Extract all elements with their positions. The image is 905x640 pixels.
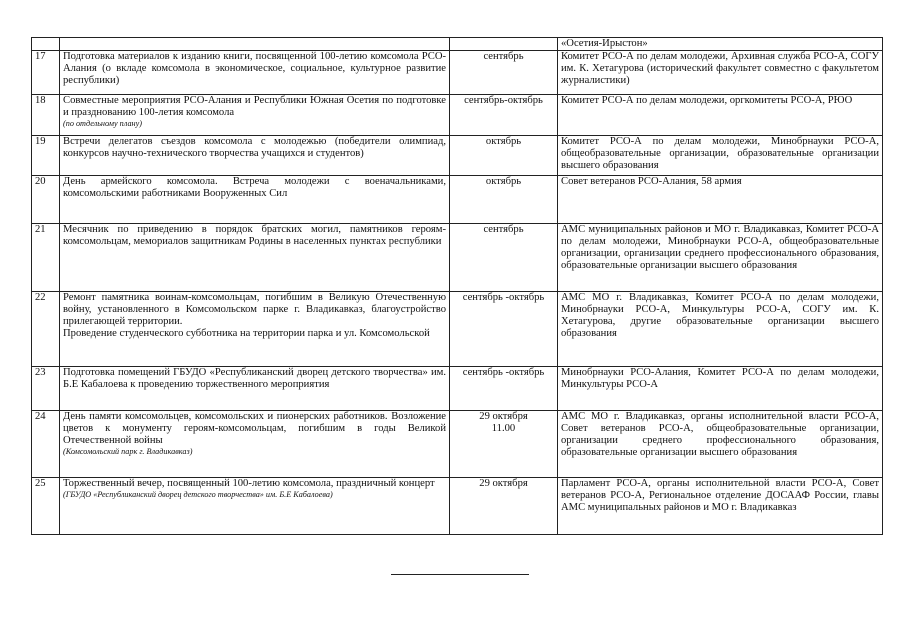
row-number: 18 bbox=[32, 95, 60, 136]
event-cell bbox=[60, 292, 450, 367]
event-cell: День армейского комсомола. Встреча молодежи с военачальниками, комсомольскими работниками Вооруженных Сил bbox=[60, 176, 450, 224]
event-text: Ремонт памятника воинам-комсомольцам, погибшим в Великую Отечественную войну, установленного в Комсомольском парке г. Владикавказ, благоустройство прилегающей территории. bbox=[63, 292, 446, 327]
row-number: 22 bbox=[32, 292, 60, 367]
table-row bbox=[32, 51, 883, 95]
responsible-cell: Минобрнауки РСО-Алания, Комитет РСО-А по делам молодежи, Минкультуры РСО-А bbox=[558, 367, 883, 411]
event-text: День памяти комсомольцев, комсомольских и пионерских работников. Возложение цветов к монументу героям-комсомольцам, погибшим в годы Великой Отечественной войны bbox=[63, 411, 446, 446]
table-row bbox=[32, 292, 883, 367]
date-cell: сентябрь -октябрь bbox=[450, 292, 558, 367]
event-note: (по отдельному плану) bbox=[63, 118, 142, 128]
event-text-extra: Проведение студенческого субботника на территории парка и ул. Комсомольской bbox=[63, 327, 430, 339]
table-row bbox=[32, 95, 883, 136]
row-number: 17 bbox=[32, 51, 60, 95]
responsible-cell: Комитет РСО-А по делам молодежи, Минобрнауки РСО-А, общеобразовательные организации, образовательные организации высшего образования bbox=[558, 136, 883, 176]
event-cell bbox=[60, 478, 450, 535]
responsible-cell: Комитет РСО-А по делам молодежи, Архивная служба РСО-А, СОГУ им. К. Хетагурова (исторический факультет совместно с факультетом журналистики) bbox=[558, 51, 883, 95]
event-cell bbox=[60, 95, 450, 136]
responsible-cell: АМС МО г. Владикавказ, Комитет РСО-А по делам молодежи, Минобрнауки РСО-А, Минкультуры РСО-А, СОГУ им. К. Хетагурова, другие образовательные организации высшего образования bbox=[558, 292, 883, 367]
table-row bbox=[32, 411, 883, 478]
event-cell: Подготовка помещений ГБУДО «Республиканский дворец детского творчества» им. Б.Е Кабалоева к проведению торжественного мероприятия bbox=[60, 367, 450, 411]
row-number: 21 bbox=[32, 224, 60, 292]
event-cell bbox=[60, 38, 450, 51]
row-number: 24 bbox=[32, 411, 60, 478]
responsible-cell: Совет ветеранов РСО-Алания, 58 армия bbox=[558, 176, 883, 224]
date-cell: сентябрь-октябрь bbox=[450, 95, 558, 136]
event-cell: Месячник по приведению в порядок братских могил, памятников героям-комсомольцам, мемориалов защитникам Родины в населенных пунктах республики bbox=[60, 224, 450, 292]
row-number bbox=[32, 38, 60, 51]
date-cell bbox=[450, 38, 558, 51]
event-plan-table bbox=[31, 37, 883, 535]
row-number: 23 bbox=[32, 367, 60, 411]
row-number: 20 bbox=[32, 176, 60, 224]
responsible-cell: «Осетия-Ирыстон» bbox=[558, 38, 883, 51]
date-cell: сентябрь -октябрь bbox=[450, 367, 558, 411]
event-time: 11.00 bbox=[491, 422, 516, 434]
event-date: 29 октября bbox=[479, 411, 528, 422]
date-cell: октябрь bbox=[450, 176, 558, 224]
responsible-cell: Парламент РСО-А, органы исполнительной власти РСО-А, Совет ветеранов РСО-А, Региональное отделение ДОСААФ России, главы АМС муниципальных районов и МО г. Владикавказ bbox=[558, 478, 883, 535]
event-cell bbox=[60, 51, 450, 95]
table-row bbox=[32, 136, 883, 176]
date-cell: октябрь bbox=[450, 136, 558, 176]
row-number: 25 bbox=[32, 478, 60, 535]
responsible-cell: АМС муниципальных районов и МО г. Владикавказ, Комитет РСО-А по делам молодежи, Минобрнауки РСО-А, общеобразовательные организации, организации среднего профессионального образования, образовательные организации высшего образования bbox=[558, 224, 883, 292]
table-row bbox=[32, 176, 883, 224]
date-cell: сентябрь bbox=[450, 224, 558, 292]
date-cell: сентябрь bbox=[450, 51, 558, 95]
responsible-cell: Комитет РСО-А по делам молодежи, оргкомитеты РСО-А, РЮО bbox=[558, 95, 883, 136]
responsible-cell: АМС МО г. Владикавказ, органы исполнительной власти РСО-А, Совет ветеранов РСО-А, общеобразовательные организации, организации среднего профессионального образования, образовательные организации высшего образования bbox=[558, 411, 883, 478]
date-cell bbox=[450, 411, 558, 478]
event-text: Подготовка материалов к изданию книги, посвященной 100-летию комсомола РСО-Алания (о вкладе комсомола в экономическое, социальное, культурное развитие республики) bbox=[63, 51, 446, 86]
event-note: (Комсомольский парк г. Владикавказ) bbox=[63, 446, 193, 456]
row-number: 19 bbox=[32, 136, 60, 176]
table-row bbox=[32, 367, 883, 411]
table-row-continuation bbox=[32, 38, 883, 51]
event-text: Совместные мероприятия РСО-Алания и Республики Южная Осетия по подготовке и празднованию 100-летия комсомола bbox=[63, 95, 446, 118]
date-cell: 29 октября bbox=[450, 478, 558, 535]
event-note: (ГБУДО «Республиканский дворец детского творчества» им. Б.Е Кабалоева) bbox=[63, 489, 333, 499]
event-text: Торжественный вечер, посвященный 100-летию комсомола, праздничный концерт bbox=[63, 478, 435, 489]
table-row bbox=[32, 478, 883, 535]
event-cell bbox=[60, 411, 450, 478]
event-cell: Встречи делегатов съездов комсомола с молодежью (победители олимпиад, конкурсов научно-технического творчества учащихся и студентов) bbox=[60, 136, 450, 176]
end-separator-line bbox=[391, 574, 529, 575]
table-row bbox=[32, 224, 883, 292]
